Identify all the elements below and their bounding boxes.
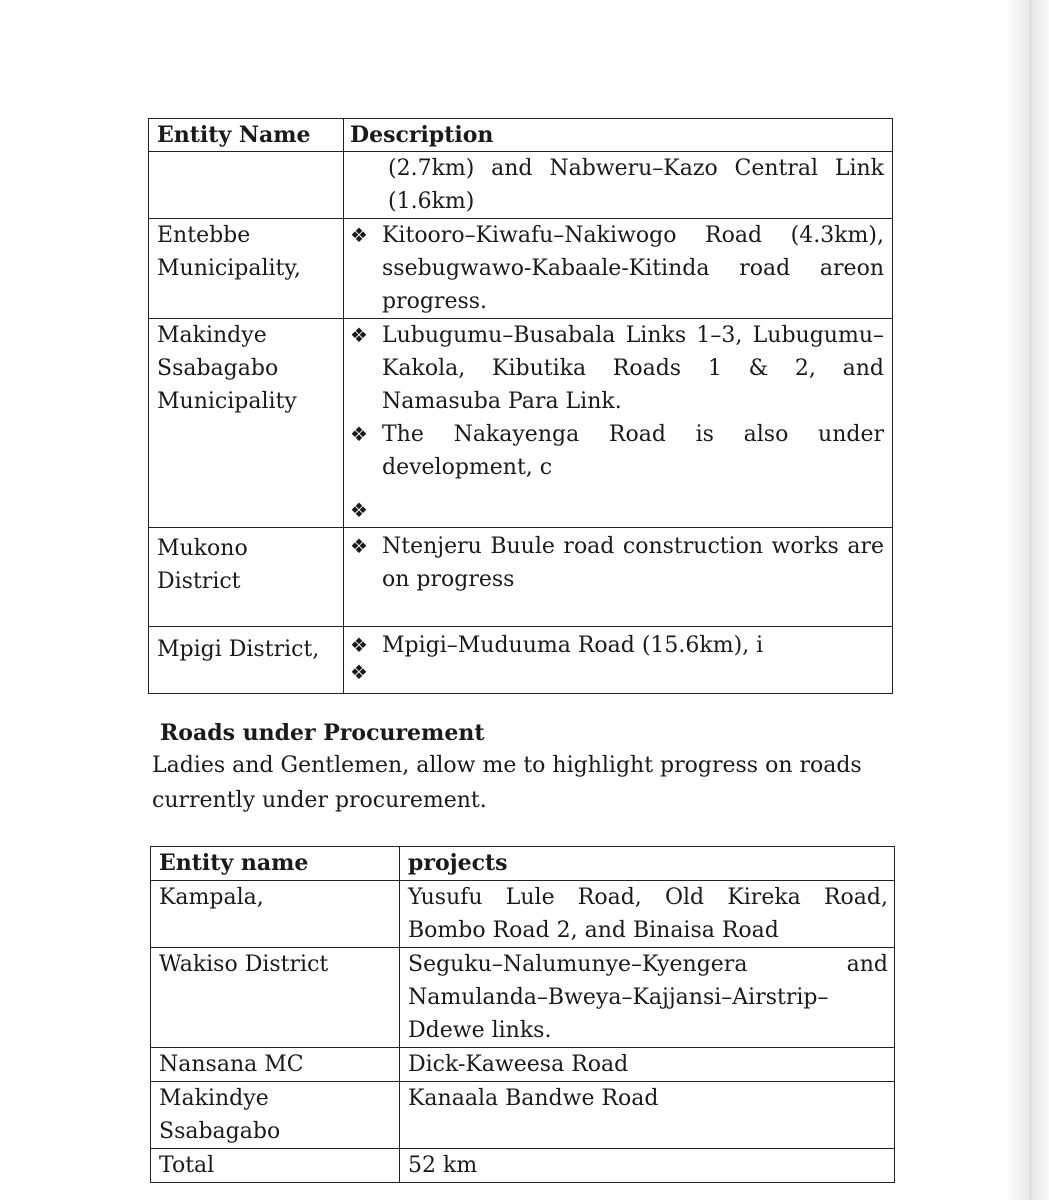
list-item [350,319,884,418]
table-row [151,1048,895,1082]
entity-cell: Mukono District [149,528,344,627]
projects-cell: Dick-Kaweesa Road [400,1048,895,1082]
projects-header: projects [400,847,895,881]
entity-cell: Total [151,1149,400,1183]
section-heading: Roads under Procurement [160,720,485,746]
description-cell [344,627,893,694]
entity-cell: Nansana MC [151,1048,400,1082]
projects-cell: Kanaala Bandwe Road [400,1082,895,1149]
continuation-line: (1.6km) [388,189,475,214]
entity-cell: Entebbe Municipality, [149,219,344,319]
entity-cell: Makindye Ssabagabo Municipality [149,319,344,528]
bullet-diamond-icon: ❖ [350,660,368,684]
list-item-text: Kitooro–Kiwafu–Nakiwogo Road (4.3km), ssebugwawo-Kabaale-Kitinda road areon progress. [382,223,884,314]
entity-name-header: Entity Name [149,119,344,152]
list-item [350,629,884,662]
entity-cell: Wakiso District [151,948,400,1048]
table-row [149,627,893,694]
list-item [350,530,884,596]
table-row [149,528,893,627]
section-paragraph: Ladies and Gentlemen, allow me to highlight progress on roads currently under procurement. [152,753,862,813]
table-row [151,948,895,1048]
table-row [151,1082,895,1149]
table-row [151,1149,895,1183]
description-cell [344,152,893,219]
entity-cell: Mpigi District, [149,627,344,694]
list-item-text: Mpigi–Muduuma Road (15.6km), i [382,633,764,658]
bullet-diamond-icon: ❖ [350,633,368,657]
projects-cell: 52 km [400,1149,895,1183]
procurement-table [150,846,895,1183]
list-item [350,219,884,318]
list-item-text: Ntenjeru Buule road construction works are on progress [382,534,884,592]
bullet-diamond-icon: ❖ [350,498,368,522]
bullet-diamond-icon: ❖ [350,422,368,446]
table-row [149,152,893,219]
table-row [149,219,893,319]
entity-cell: Kampala, [151,881,400,948]
bullet-diamond-icon: ❖ [350,223,368,247]
list-item-text: Lubugumu–Busabala Links 1–3, Lubugumu–Kakola, Kibutika Roads 1 & 2, and Namasuba Para Link. [382,323,884,414]
projects-cell: Seguku–Nalumunye–Kyengera and Namulanda–Bweya–Kajjansi–Airstrip–Ddewe links. [400,948,895,1048]
entity-cell [149,152,344,219]
description-cell [344,528,893,627]
entity-cell: Makindye Ssabagabo [151,1082,400,1149]
bullet-diamond-icon: ❖ [350,323,368,347]
list-item [350,418,884,484]
page-edge-shadow [1005,0,1049,1200]
page-edge-line [1030,0,1031,1200]
description-cell [344,219,893,319]
description-cell [344,319,893,528]
continuation-line: (2.7km) and Nabweru–Kazo Central Link [388,156,884,181]
table-row [149,319,893,528]
bullet-diamond-icon: ❖ [350,534,368,558]
road-works-table [148,118,893,694]
entity-name-header: Entity name [151,847,400,881]
table-header-row [149,119,893,152]
list-item-text: The Nakayenga Road is also under development, c [382,422,884,480]
description-header: Description [344,119,893,152]
table-header-row [151,847,895,881]
list-item [350,494,884,527]
projects-cell: Yusufu Lule Road, Old Kireka Road, Bombo Road 2, and Binaisa Road [400,881,895,948]
table-row [151,881,895,948]
